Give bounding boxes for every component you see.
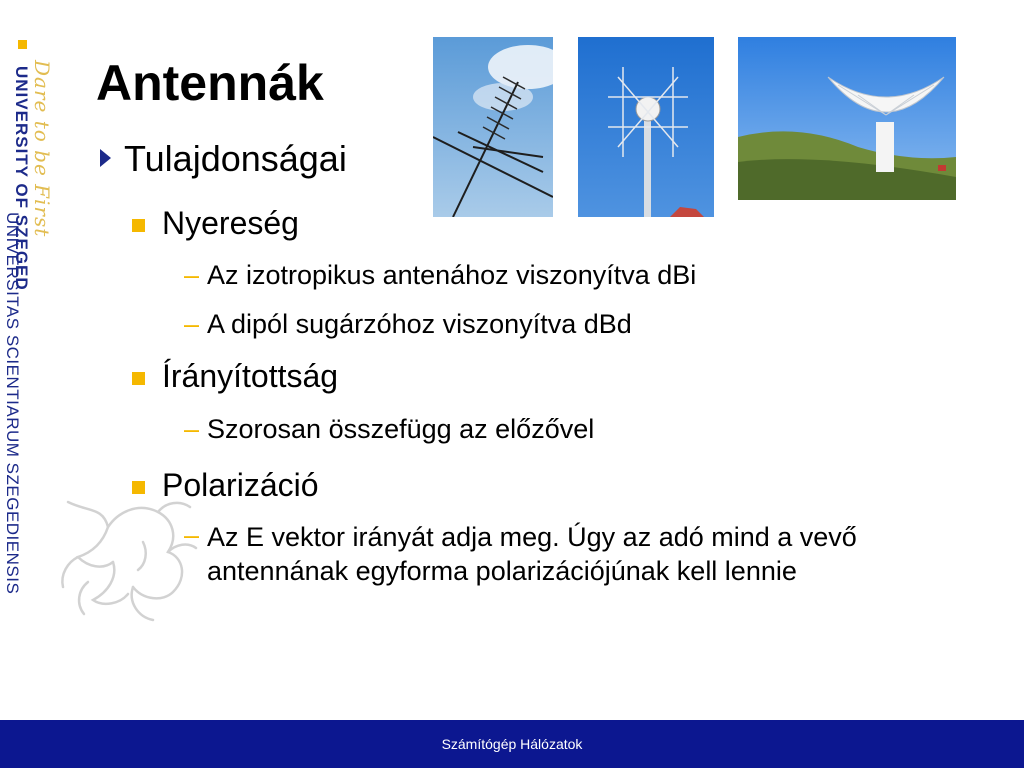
square-bullet-icon — [132, 372, 145, 385]
sidebar-latin-motto: UNIVERSITAS SCIENTIARUM SZEGEDIENSIS — [3, 212, 22, 595]
bullet-polarization-desc: Az E vektor irányát adja meg. Úgy az adó mind a vevő antennának egyforma polarizációjúnak kell lennie — [207, 522, 857, 587]
bullet-directivity-desc: Szorosan összefügg az előzővel — [207, 414, 595, 444]
sidebar-university-name: UNIVERSITY OF SZEGED — [12, 66, 31, 291]
square-bullet-icon — [132, 481, 145, 494]
square-bullet-icon — [132, 219, 145, 232]
slide-title: Antennák — [96, 55, 324, 111]
bullet-gain-dbd: A dipól sugárzóhoz viszonyítva dBd — [207, 309, 632, 339]
dash-bullet-icon: – — [184, 260, 200, 290]
bullet-gain-dbi: Az izotropikus antenához viszonyítva dBi — [207, 260, 697, 290]
sidebar-bullet-square — [18, 40, 27, 49]
yagi-antenna-photo — [433, 37, 553, 217]
griffin-crest-icon — [48, 482, 198, 632]
bullet-directivity: Írányítottság — [162, 358, 339, 394]
dash-bullet-icon: – — [184, 414, 200, 444]
dish-antenna-photo — [738, 37, 956, 200]
slide-footer — [0, 720, 1024, 768]
bullet-gain: Nyereség — [162, 205, 299, 241]
mast-antenna-photo — [578, 37, 714, 217]
bullet-polarization: Polarizáció — [162, 467, 319, 503]
dash-bullet-icon: – — [184, 520, 200, 550]
arrow-bullet-icon — [100, 149, 111, 167]
footer-title: Számítógép Hálózatok — [441, 736, 583, 752]
dash-bullet-icon: – — [184, 309, 200, 339]
bullet-level1: Tulajdonságai — [124, 138, 347, 179]
sidebar-motto: Dare to be First — [30, 60, 54, 238]
